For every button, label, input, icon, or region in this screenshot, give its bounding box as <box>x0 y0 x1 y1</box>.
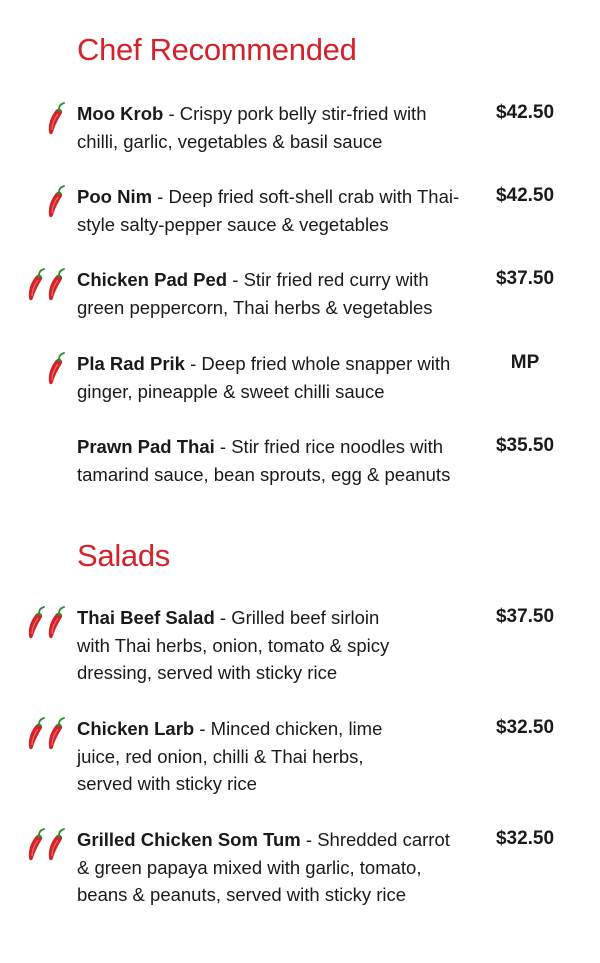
dish-name: Prawn Pad Thai <box>77 436 215 457</box>
spice-level-1 <box>46 185 68 219</box>
chili-icon <box>26 268 48 302</box>
chili-icon <box>26 717 48 751</box>
dish-description: Stir fried red curry with green peppercorn, Thai herbs & vegetables <box>77 269 433 318</box>
dish-name: Chicken Larb <box>77 718 195 739</box>
separator: - <box>163 103 180 124</box>
dish-description: Stir fried rice noodles with tamarind sauce, bean sprouts, egg & peanuts <box>77 436 451 485</box>
item-description-block <box>77 715 397 798</box>
separator: - <box>184 353 202 374</box>
separator: - <box>194 718 211 739</box>
dish-name: Moo Krob <box>77 103 164 124</box>
chili-icon <box>46 828 68 862</box>
dish-price: $37.50 <box>495 268 555 289</box>
dish-name: Thai Beef Salad <box>77 607 215 628</box>
dish-name: Chicken Pad Ped <box>77 269 228 290</box>
chili-icon <box>26 606 48 640</box>
chili-icon <box>46 717 68 751</box>
dish-price: $32.50 <box>495 717 555 738</box>
chili-icon <box>46 185 68 219</box>
item-description-block <box>77 604 407 687</box>
dish-description: Deep fried whole snapper with ginger, pineapple & sweet chilli sauce <box>77 353 451 402</box>
dish-name: Grilled Chicken Som Tum <box>77 829 301 850</box>
spice-level-2 <box>26 717 68 751</box>
item-description-block <box>77 266 462 321</box>
chili-icon <box>46 352 68 386</box>
dish-description: Minced chicken, lime juice, red onion, chilli & Thai herbs, served with sticky rice <box>77 718 383 795</box>
item-description-block <box>77 183 462 238</box>
separator: - <box>214 436 232 457</box>
chili-icon <box>46 606 68 640</box>
separator: - <box>227 269 244 290</box>
item-description-block <box>77 350 462 405</box>
dish-description: Crispy pork belly stir-fried with chilli, garlic, vegetables & basil sauce <box>77 103 427 152</box>
dish-price: $35.50 <box>495 435 555 456</box>
separator: - <box>152 186 169 207</box>
dish-price: $42.50 <box>495 102 555 123</box>
separator: - <box>214 607 232 628</box>
item-description-block <box>77 100 462 155</box>
section-title-chef-recommended: Chef Recommended <box>77 32 357 67</box>
item-description-block <box>77 826 462 909</box>
chili-icon <box>26 828 48 862</box>
spice-level-2 <box>26 268 68 302</box>
spice-level-1 <box>46 352 68 386</box>
dish-price: MP <box>510 352 540 373</box>
dish-price: $42.50 <box>495 185 555 206</box>
chili-icon <box>46 102 68 136</box>
separator: - <box>300 829 318 850</box>
item-description-block <box>77 433 462 488</box>
dish-name: Pla Rad Prik <box>77 353 185 374</box>
dish-description: Deep fried soft-shell crab with Thai-style salty-pepper sauce & vegetables <box>77 186 460 235</box>
dish-price: $32.50 <box>495 828 555 849</box>
spice-level-2 <box>26 828 68 862</box>
dish-description: Grilled beef sirloin with Thai herbs, onion, tomato & spicy dressing, served with sticky rice <box>77 607 390 684</box>
spice-level-2 <box>26 606 68 640</box>
spice-level-1 <box>46 102 68 136</box>
dish-description: Shredded carrot & green papaya mixed with garlic, tomato, beans & peanuts, served with sticky rice <box>77 829 450 906</box>
chili-icon <box>46 268 68 302</box>
dish-name: Poo Nim <box>77 186 153 207</box>
dish-price: $37.50 <box>495 606 555 627</box>
section-title-salads: Salads <box>77 538 170 573</box>
